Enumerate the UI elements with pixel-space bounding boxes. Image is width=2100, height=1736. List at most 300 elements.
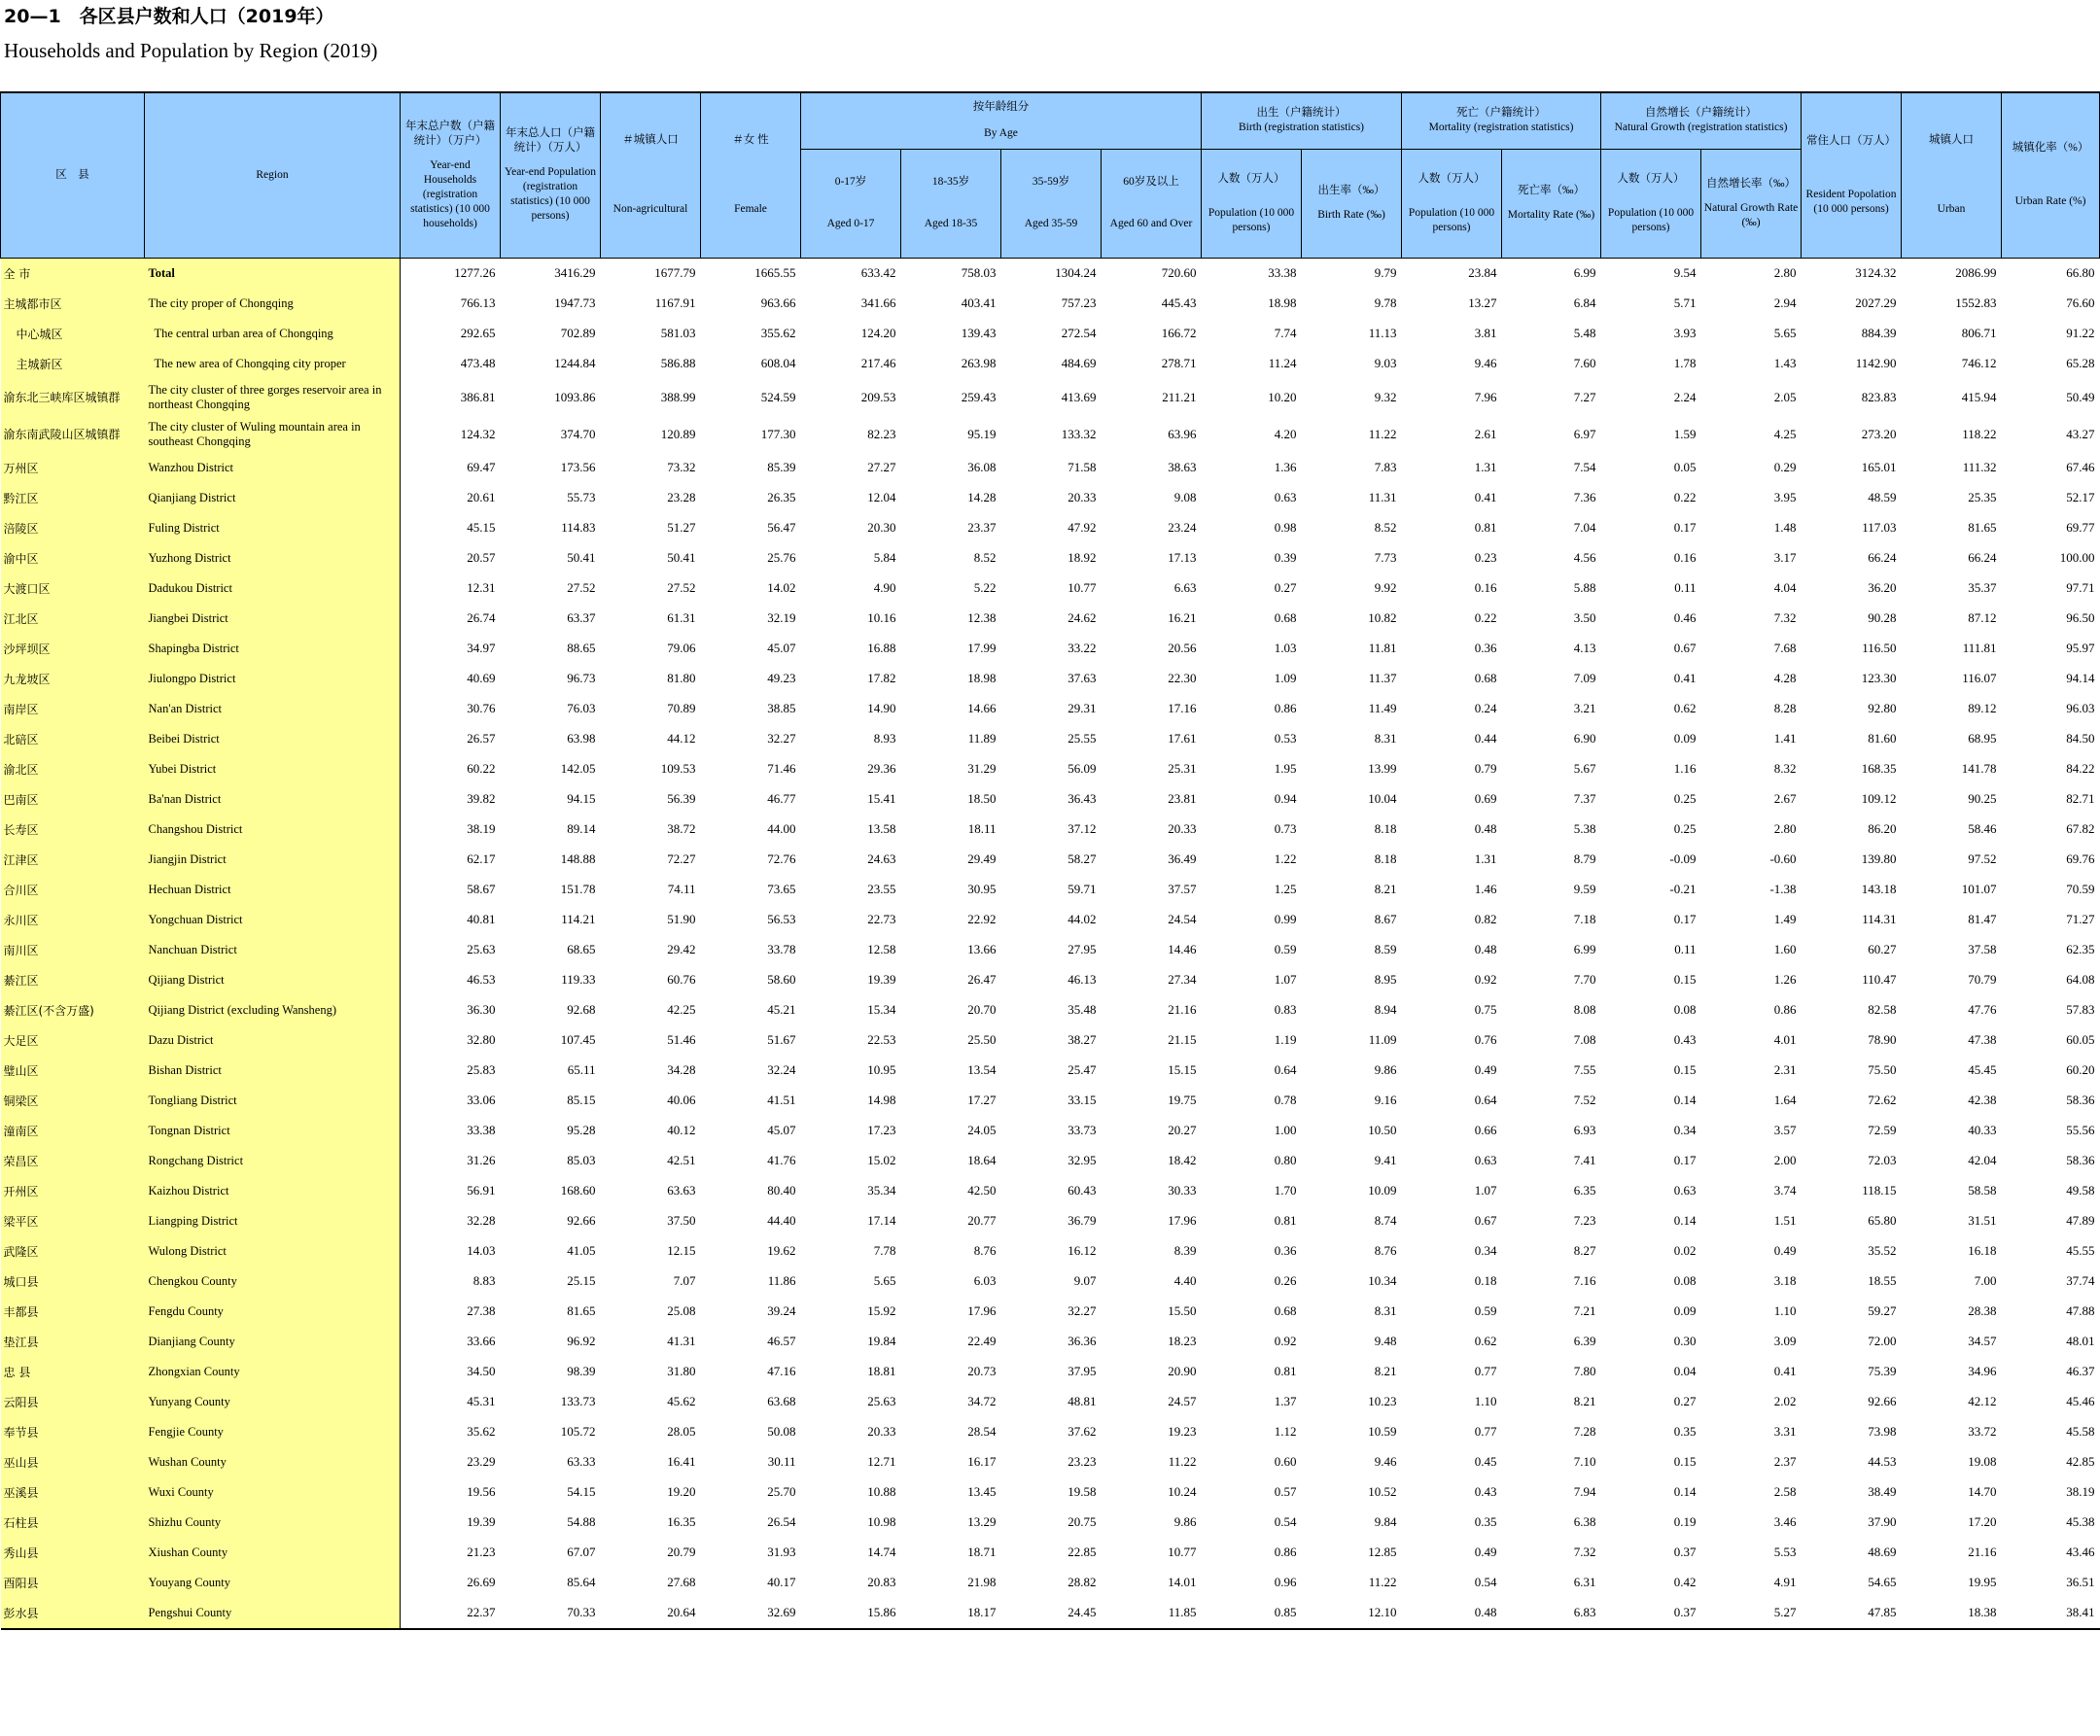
data-cell: 963.66 xyxy=(760,295,796,310)
data-cell: 36.51 xyxy=(2066,1575,2095,1589)
data-cell: 3.93 xyxy=(1673,326,1697,340)
data-cell: 96.50 xyxy=(2066,610,2095,625)
region-name-zh: 酉阳县 xyxy=(1,1568,145,1598)
data-cell: 24.54 xyxy=(1168,912,1197,926)
data-cell: 7.18 xyxy=(1573,912,1596,926)
data-cell: 10.16 xyxy=(867,610,896,625)
data-cell: 38.41 xyxy=(2066,1605,2095,1619)
header-urbanrate-zh: 城镇化率（%） xyxy=(2012,142,2089,155)
data-cell: 38.49 xyxy=(1868,1484,1897,1499)
region-name-zh: 主城新区 xyxy=(1,349,145,379)
data-cell: 0.96 xyxy=(1274,1575,1297,1589)
data-cell: 2.58 xyxy=(1773,1484,1797,1499)
data-cell: 75.39 xyxy=(1868,1364,1897,1378)
region-name-zh: 中心城区 xyxy=(1,319,145,349)
data-cell: 32.69 xyxy=(767,1605,796,1619)
data-cell: 0.18 xyxy=(1474,1273,1497,1288)
data-cell: 32.19 xyxy=(767,610,796,625)
region-name-en: Youyang County xyxy=(145,1568,401,1598)
data-cell: 20.75 xyxy=(1068,1514,1097,1529)
data-cell: -0.09 xyxy=(1669,851,1697,866)
data-cell: 8.52 xyxy=(973,550,997,565)
table-row xyxy=(1,965,2100,995)
data-cell: 7.41 xyxy=(1573,1153,1596,1167)
data-cell: 34.50 xyxy=(467,1364,496,1378)
data-cell: 33.78 xyxy=(767,942,796,956)
data-cell: 48.01 xyxy=(2066,1334,2095,1348)
region-name-en: Hechuan District xyxy=(145,875,401,905)
data-cell: 0.36 xyxy=(1274,1243,1297,1258)
data-cell: 87.12 xyxy=(1968,610,1997,625)
data-cell: 34.72 xyxy=(967,1394,997,1408)
data-cell: 69.76 xyxy=(2066,851,2095,866)
data-cell: 17.14 xyxy=(867,1213,896,1228)
data-cell: 47.88 xyxy=(2066,1303,2095,1318)
data-cell: 1.51 xyxy=(1773,1213,1797,1228)
data-cell: 10.50 xyxy=(1368,1123,1397,1137)
data-cell: 8.76 xyxy=(973,1243,997,1258)
header-households-zh: 年末总户数（户籍统计）（万户） xyxy=(405,120,495,147)
data-cell: 76.03 xyxy=(567,701,596,715)
data-cell: 4.04 xyxy=(1773,580,1797,595)
data-cell: 81.47 xyxy=(1968,912,1997,926)
data-cell: 0.43 xyxy=(1474,1484,1497,1499)
header-urban-zh: 城镇人口 xyxy=(1929,134,1975,147)
data-cell: 91.22 xyxy=(2066,326,2095,340)
region-name-zh: 渝东南武陵山区城镇群 xyxy=(1,416,145,453)
data-cell: 32.28 xyxy=(467,1213,496,1228)
data-cell: 1665.55 xyxy=(754,265,796,280)
data-cell: 46.37 xyxy=(2066,1364,2095,1378)
data-cell: 18.98 xyxy=(1268,295,1297,310)
data-cell: 11.81 xyxy=(1368,641,1397,655)
header-households-en: Year-end Households (registration statistics) (10 000 households) xyxy=(410,158,490,229)
data-cell: 177.30 xyxy=(760,426,796,441)
data-cell: 1.00 xyxy=(1274,1123,1297,1137)
data-cell: 44.02 xyxy=(1068,912,1097,926)
data-cell: 0.62 xyxy=(1673,701,1697,715)
data-cell: 0.63 xyxy=(1474,1153,1497,1167)
data-cell: 6.35 xyxy=(1573,1183,1596,1198)
data-cell: 702.89 xyxy=(560,326,596,340)
data-cell: 56.09 xyxy=(1068,761,1097,776)
data-cell: 20.56 xyxy=(1168,641,1197,655)
data-cell: 1.09 xyxy=(1274,671,1297,685)
data-cell: 0.35 xyxy=(1474,1514,1497,1529)
data-cell: 0.22 xyxy=(1474,610,1497,625)
data-cell: 20.30 xyxy=(867,520,896,535)
data-cell: 109.53 xyxy=(660,761,696,776)
data-cell: 6.31 xyxy=(1573,1575,1596,1589)
data-cell: 7.83 xyxy=(1374,460,1397,474)
data-cell: 1.31 xyxy=(1474,851,1497,866)
header-ng-rate-zh: 自然增长率（‰） xyxy=(1706,177,1797,190)
data-cell: 31.51 xyxy=(1968,1213,1997,1228)
data-cell: 70.33 xyxy=(567,1605,596,1619)
data-cell: 0.17 xyxy=(1673,520,1697,535)
data-cell: 0.09 xyxy=(1673,1303,1697,1318)
header-households xyxy=(401,92,501,258)
data-cell: 1.07 xyxy=(1474,1183,1497,1198)
data-cell: 22.92 xyxy=(967,912,997,926)
data-cell: 11.13 xyxy=(1368,326,1397,340)
data-cell: 415.94 xyxy=(1961,389,1997,404)
header-birth-zh: 出生（户籍统计） xyxy=(1256,107,1347,120)
data-cell: 0.73 xyxy=(1274,821,1297,836)
data-cell: 7.78 xyxy=(873,1243,896,1258)
data-cell: 0.08 xyxy=(1673,1273,1697,1288)
region-name-zh: 丰都县 xyxy=(1,1297,145,1327)
data-cell: 70.79 xyxy=(1968,972,1997,987)
data-cell: 10.24 xyxy=(1168,1484,1197,1499)
data-cell: 7.32 xyxy=(1773,610,1797,625)
data-cell: 5.65 xyxy=(873,1273,896,1288)
data-cell: 20.57 xyxy=(467,550,496,565)
data-cell: 26.47 xyxy=(967,972,997,987)
header-age3 xyxy=(1001,149,1102,258)
data-cell: 273.20 xyxy=(1861,426,1897,441)
data-cell: 17.99 xyxy=(967,641,997,655)
data-cell: 20.73 xyxy=(967,1364,997,1378)
data-cell: 7.16 xyxy=(1573,1273,1596,1288)
data-cell: 1.25 xyxy=(1274,882,1297,896)
data-cell: 7.96 xyxy=(1474,389,1497,404)
header-byage-zh: 按年龄组分 xyxy=(972,101,1030,114)
data-cell: 6.99 xyxy=(1573,942,1596,956)
data-cell: 1.43 xyxy=(1773,356,1797,370)
data-cell: 45.62 xyxy=(667,1394,696,1408)
data-cell: 0.02 xyxy=(1673,1243,1697,1258)
data-cell: 54.65 xyxy=(1868,1575,1897,1589)
data-cell: 7.23 xyxy=(1573,1213,1596,1228)
data-cell: 0.77 xyxy=(1474,1424,1497,1439)
table-row xyxy=(1,513,2100,543)
header-ng-zh: 自然增长（户籍统计） xyxy=(1645,107,1758,120)
data-cell: 2.00 xyxy=(1773,1153,1797,1167)
data-cell: 15.15 xyxy=(1168,1062,1197,1077)
data-cell: 23.23 xyxy=(1068,1454,1097,1469)
header-resident xyxy=(1802,92,1902,258)
region-name-en: Changshou District xyxy=(145,815,401,845)
data-cell: 114.83 xyxy=(561,520,596,535)
data-cell: 20.64 xyxy=(667,1605,696,1619)
data-cell: 24.05 xyxy=(967,1123,997,1137)
data-cell: 58.60 xyxy=(767,972,796,987)
data-cell: 7.07 xyxy=(673,1273,696,1288)
data-cell: 1.37 xyxy=(1274,1394,1297,1408)
data-cell: 28.82 xyxy=(1068,1575,1097,1589)
data-cell: 70.89 xyxy=(667,701,696,715)
data-cell: 7.27 xyxy=(1573,389,1596,404)
data-cell: 65.28 xyxy=(2066,356,2095,370)
data-cell: 0.48 xyxy=(1474,942,1497,956)
data-cell: 17.20 xyxy=(1968,1514,1997,1529)
data-cell: 0.49 xyxy=(1474,1545,1497,1559)
data-cell: 47.89 xyxy=(2066,1213,2095,1228)
data-cell: 72.59 xyxy=(1868,1123,1897,1137)
data-cell: 46.77 xyxy=(767,791,796,806)
data-cell: 12.10 xyxy=(1368,1605,1397,1619)
data-cell: 0.75 xyxy=(1474,1002,1497,1017)
data-cell: 8.67 xyxy=(1374,912,1397,926)
header-age4 xyxy=(1102,149,1202,258)
data-cell: 11.22 xyxy=(1368,1575,1397,1589)
data-cell: 3.46 xyxy=(1773,1514,1797,1529)
data-cell: 22.49 xyxy=(967,1334,997,1348)
data-cell: 386.81 xyxy=(460,389,496,404)
data-cell: 45.15 xyxy=(467,520,496,535)
region-name-zh: 石柱县 xyxy=(1,1508,145,1538)
region-name-zh: 梁平区 xyxy=(1,1206,145,1236)
region-name-zh: 巴南区 xyxy=(1,784,145,815)
data-cell: 8.21 xyxy=(1374,882,1397,896)
data-cell: 7.04 xyxy=(1573,520,1596,535)
header-mortality-en: Mortality (registration statistics) xyxy=(1428,122,1574,134)
data-cell: 6.97 xyxy=(1573,426,1596,441)
region-name-en: Shapingba District xyxy=(145,634,401,664)
data-cell: 60.43 xyxy=(1068,1183,1097,1198)
data-cell: 374.70 xyxy=(560,426,596,441)
data-cell: 56.53 xyxy=(767,912,796,926)
data-cell: 85.64 xyxy=(567,1575,596,1589)
data-cell: 0.39 xyxy=(1274,550,1297,565)
data-cell: 72.03 xyxy=(1868,1153,1897,1167)
region-name-en: Fuling District xyxy=(145,513,401,543)
data-cell: 16.21 xyxy=(1168,610,1197,625)
data-cell: 3.50 xyxy=(1573,610,1596,625)
data-cell: 92.66 xyxy=(567,1213,596,1228)
table-row xyxy=(1,573,2100,604)
data-cell: 42.50 xyxy=(967,1183,997,1198)
table-row xyxy=(1,1236,2100,1267)
data-cell: 36.49 xyxy=(1168,851,1197,866)
table-row xyxy=(1,543,2100,573)
table-row xyxy=(1,845,2100,875)
data-cell: 0.92 xyxy=(1274,1334,1297,1348)
data-cell: 18.64 xyxy=(967,1153,997,1167)
data-cell: 58.58 xyxy=(1968,1183,1997,1198)
data-cell: 272.54 xyxy=(1061,326,1097,340)
data-cell: 54.15 xyxy=(567,1484,596,1499)
data-cell: 0.81 xyxy=(1274,1213,1297,1228)
data-cell: 8.18 xyxy=(1374,821,1397,836)
data-cell: 403.41 xyxy=(961,295,997,310)
region-name-en: Bishan District xyxy=(145,1056,401,1086)
data-cell: 55.56 xyxy=(2066,1123,2095,1137)
data-cell: 56.91 xyxy=(467,1183,496,1198)
header-birth-rate-zh: 出生率（‰） xyxy=(1317,185,1385,196)
data-cell: 0.59 xyxy=(1474,1303,1497,1318)
data-cell: 35.48 xyxy=(1068,1002,1097,1017)
data-cell: 27.34 xyxy=(1168,972,1197,987)
header-age3-zh: 35-59岁 xyxy=(1032,176,1070,188)
data-cell: 1.22 xyxy=(1274,851,1297,866)
data-cell: 0.54 xyxy=(1474,1575,1497,1589)
data-cell: 25.47 xyxy=(1068,1062,1097,1077)
data-cell: 107.45 xyxy=(560,1032,596,1047)
data-cell: 105.72 xyxy=(560,1424,596,1439)
region-name-zh: 武隆区 xyxy=(1,1236,145,1267)
data-cell: 4.40 xyxy=(1173,1273,1197,1288)
data-cell: 96.92 xyxy=(567,1334,596,1348)
data-cell: 1244.84 xyxy=(554,356,596,370)
region-name-en: The new area of Chongqing city proper xyxy=(145,349,401,379)
data-cell: 0.68 xyxy=(1274,1303,1297,1318)
data-cell: 12.38 xyxy=(967,610,997,625)
data-cell: 24.57 xyxy=(1168,1394,1197,1408)
table-row xyxy=(1,1598,2100,1629)
region-name-en: Qijiang District (excluding Wansheng) xyxy=(145,995,401,1025)
data-cell: 30.11 xyxy=(767,1454,796,1469)
data-cell: 0.63 xyxy=(1274,490,1297,504)
data-cell: 50.41 xyxy=(667,550,696,565)
data-cell: 19.95 xyxy=(1968,1575,1997,1589)
data-cell: 49.23 xyxy=(767,671,796,685)
data-cell: 18.92 xyxy=(1068,550,1097,565)
data-cell: 1.49 xyxy=(1773,912,1797,926)
table-row xyxy=(1,483,2100,513)
data-cell: 10.77 xyxy=(1168,1545,1197,1559)
data-cell: 114.21 xyxy=(561,912,596,926)
data-cell: 28.54 xyxy=(967,1424,997,1439)
region-name-zh: 江津区 xyxy=(1,845,145,875)
data-cell: 47.85 xyxy=(1868,1605,1897,1619)
data-cell: 0.25 xyxy=(1673,791,1697,806)
data-cell: 166.72 xyxy=(1161,326,1197,340)
table-row xyxy=(1,289,2100,319)
data-cell: 139.43 xyxy=(961,326,997,340)
data-cell: 746.12 xyxy=(1961,356,1997,370)
data-cell: 31.80 xyxy=(667,1364,696,1378)
data-cell: 32.27 xyxy=(1068,1303,1097,1318)
data-cell: 0.09 xyxy=(1673,731,1697,746)
data-cell: 96.73 xyxy=(567,671,596,685)
data-cell: 27.38 xyxy=(467,1303,496,1318)
data-cell: 0.57 xyxy=(1274,1484,1297,1499)
header-birth-pop xyxy=(1202,149,1302,258)
data-cell: 0.66 xyxy=(1474,1123,1497,1137)
data-cell: 44.40 xyxy=(767,1213,796,1228)
data-cell: 1.95 xyxy=(1274,761,1297,776)
data-cell: 89.12 xyxy=(1968,701,1997,715)
data-cell: 1277.26 xyxy=(454,265,496,280)
data-cell: 58.67 xyxy=(467,882,496,896)
table-row xyxy=(1,453,2100,483)
data-cell: 1.60 xyxy=(1773,942,1797,956)
data-cell: 46.13 xyxy=(1068,972,1097,987)
data-cell: 0.23 xyxy=(1474,550,1497,565)
data-cell: 1167.91 xyxy=(654,295,696,310)
data-cell: 44.12 xyxy=(667,731,696,746)
data-cell: 45.38 xyxy=(2066,1514,2095,1529)
data-cell: 7.54 xyxy=(1573,460,1596,474)
data-cell: 0.14 xyxy=(1673,1484,1697,1499)
data-cell: 18.55 xyxy=(1868,1273,1897,1288)
region-name-zh: 涪陵区 xyxy=(1,513,145,543)
header-population-en: Year-end Population (registration statistics) (10 000 persons) xyxy=(504,166,597,223)
data-cell: 1552.83 xyxy=(1955,295,1997,310)
data-cell: 45.07 xyxy=(767,641,796,655)
data-cell: 26.35 xyxy=(767,490,796,504)
data-cell: 0.41 xyxy=(1773,1364,1797,1378)
data-cell: 32.80 xyxy=(467,1032,496,1047)
data-cell: 21.15 xyxy=(1168,1032,1197,1047)
data-cell: 8.93 xyxy=(873,731,896,746)
data-cell: 14.46 xyxy=(1168,942,1197,956)
data-cell: 209.53 xyxy=(860,389,896,404)
data-cell: 7.94 xyxy=(1573,1484,1596,1499)
data-cell: 1142.90 xyxy=(1855,356,1897,370)
data-cell: 85.39 xyxy=(767,460,796,474)
data-cell: 5.88 xyxy=(1573,580,1596,595)
data-cell: 1947.73 xyxy=(554,295,596,310)
data-cell: 2.80 xyxy=(1773,265,1797,280)
data-cell: 65.80 xyxy=(1868,1213,1897,1228)
data-cell: 133.73 xyxy=(560,1394,596,1408)
data-cell: 0.86 xyxy=(1274,701,1297,715)
header-urban-en: Urban xyxy=(1937,203,1966,216)
data-cell: 116.07 xyxy=(1962,671,1997,685)
data-cell: 30.76 xyxy=(467,701,496,715)
data-cell: 0.42 xyxy=(1673,1575,1697,1589)
data-cell: 217.46 xyxy=(860,356,896,370)
region-name-en: Xiushan County xyxy=(145,1538,401,1568)
data-cell: 11.85 xyxy=(1168,1605,1197,1619)
data-cell: 0.37 xyxy=(1673,1605,1697,1619)
data-cell: 0.67 xyxy=(1474,1213,1497,1228)
data-cell: 42.38 xyxy=(1968,1093,1997,1107)
data-cell: 8.32 xyxy=(1773,761,1797,776)
data-cell: 1.48 xyxy=(1773,520,1797,535)
data-cell: 13.27 xyxy=(1468,295,1497,310)
data-cell: 82.23 xyxy=(867,426,896,441)
table-row xyxy=(1,1508,2100,1538)
data-cell: 16.12 xyxy=(1068,1243,1097,1258)
data-cell: 766.13 xyxy=(460,295,496,310)
data-cell: 30.95 xyxy=(967,882,997,896)
table-row xyxy=(1,1477,2100,1508)
data-cell: 42.85 xyxy=(2066,1454,2095,1469)
data-cell: 8.83 xyxy=(472,1273,496,1288)
data-cell: 6.93 xyxy=(1573,1123,1596,1137)
header-byage xyxy=(801,92,1202,149)
data-cell: 757.23 xyxy=(1061,295,1097,310)
data-cell: 123.30 xyxy=(1861,671,1897,685)
data-cell: 21.23 xyxy=(467,1545,496,1559)
data-cell: 9.03 xyxy=(1374,356,1397,370)
data-cell: 7.80 xyxy=(1573,1364,1596,1378)
data-cell: 0.80 xyxy=(1274,1153,1297,1167)
data-cell: 15.92 xyxy=(867,1303,896,1318)
data-cell: 10.09 xyxy=(1368,1183,1397,1198)
data-cell: 95.28 xyxy=(567,1123,596,1137)
data-cell: 15.02 xyxy=(867,1153,896,1167)
region-name-en: Beibei District xyxy=(145,724,401,754)
data-cell: 96.03 xyxy=(2066,701,2095,715)
table-row xyxy=(1,1025,2100,1056)
data-cell: 14.98 xyxy=(867,1093,896,1107)
data-cell: 84.50 xyxy=(2066,731,2095,746)
data-cell: 0.81 xyxy=(1474,520,1497,535)
header-ng-en: Natural Growth (registration statistics) xyxy=(1614,122,1788,134)
data-cell: 49.58 xyxy=(2066,1183,2095,1198)
data-cell: 1.16 xyxy=(1673,761,1697,776)
data-cell: 142.05 xyxy=(560,761,596,776)
data-cell: 45.31 xyxy=(467,1394,496,1408)
data-cell: 37.57 xyxy=(1168,882,1197,896)
data-cell: 9.07 xyxy=(1073,1273,1097,1288)
data-cell: 20.90 xyxy=(1168,1364,1197,1378)
